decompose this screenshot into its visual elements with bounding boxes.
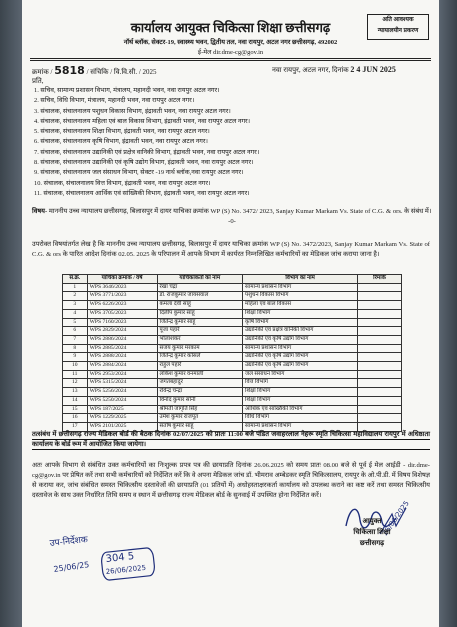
table-cell: उमेश कुमार राजपूत [157,414,243,423]
table-row [63,335,402,344]
table-cell: जल संसाधन विभाग [243,370,358,379]
table-cell [358,327,402,336]
addressee-item: 9. संचालक, संचालनालय जल संसाधन विभाग, सेक्टर -19 नार्थ ब्लॉक,नवा रायपुर अटल नगर। [34,169,244,177]
table-row [63,309,402,318]
addressee-list [34,86,434,199]
table-cell: WPS 2888/2024 [87,353,157,362]
table-cell [358,370,402,379]
table-row [63,301,402,310]
table-cell: WPS 3771/2023 [87,292,157,301]
table-cell [358,309,402,318]
table-cell: 17 [63,422,88,431]
addressee-item: 2. सचिव, विधि विभाग, मंत्रालय, महानदी भवन, नवा रायपुर अटल नगर। [34,97,195,105]
table-cell: विनोद कुमार सोनी [157,396,243,405]
reference-number [32,64,157,77]
table-cell: डॉ. राजकुमार जायसवाल [157,292,243,301]
table-cell: सामान्य प्रशासन विभाग [243,422,358,431]
table-cell: 2 [63,292,88,301]
table-cell: 8 [63,344,88,353]
table-cell [358,344,402,353]
handwritten-receipt-note [40,532,160,592]
table-row [63,283,402,292]
handwritten-date: 25/06/25 [53,560,90,574]
employee-table [62,274,402,432]
paragraph-instructions: अतः आपके विभाग से संबंधित उक्त कर्मचारियों का निःशुल्क प्रपत्र पत्र की छायाप्रति दिनांक 26.06.2025 को समय प्रातः 08.00 बजे से पूर्व ई मेल आईडी - dir.dme-cg@gov.in पर प्रेषित करें तथा सभी कर्मचारियों को निर्देशित करें कि वे अपना मेडिकल जांच डॉ. भीमराव अम्बेडकर स्मृति चिकित्सालय, रायपुर के ओ.पी.डी. में विषय विशेषज्ञ से कराया कर, जांच संबंधित समस्त चिकित्सीय दस्तावेजों की छायाप्रति (01 प्रतियों में) अधोहस्ताक्षरकर्ता कार्यालय को उपलब्ध कराने का कष्ट करें तथा समस्त चिकित्सीय दस्तावेज के साथ उक्त निर्धारित तिथि समय व स्थान में छत्तीसगढ़ राज्य मेडिकल बोर्ड के सुनवाई में उपस्थित होना निर्देशित करें। [32,462,430,499]
header-rule-2 [30,60,431,61]
table-cell: 16 [63,414,88,423]
signatory-state: छत्तीसगढ़ [359,539,385,547]
table-row [63,414,402,423]
table-cell: भोलाशंकर [157,335,243,344]
addressee-item: 4. संचालक, संचालनालय महिला एवं बाल विकास विभाग, इंद्रावती भवन, नवा रायपुर अटल नगर। [34,117,251,125]
table-cell: WPS 2953/2024 [87,370,157,379]
paragraph-meeting: तत्संबंध में छत्तीसगढ़ राज्य मेडिकल बोर्ड की बैठक दिनांक 02/07/2025 को प्रातः 11:00 बजे पंडित जवाहरलाल नेहरू स्मृति चिकित्सा महाविद्यालय रायपुर में अधिष्ठाता कार्यालय के बोर्ड रूम में आयोजित किया जायेगा। [32,431,430,448]
table-cell: पूजा पहारे [157,327,243,336]
table-cell [358,283,402,292]
table-cell [358,362,402,371]
table-row [63,327,402,336]
table-row [63,292,402,301]
receipt-date: 26/06/2025 [105,563,147,576]
paragraph-intro: उपरोक्त विषयांतर्गत लेख है कि माननीय उच्च न्यायालय छत्तीसगढ़, बिलासपुर में दायर याचिका क्रमांक WP (S) No. 3472/2023, Sanjay Kumar Markam Vs. State of C.G. & ors के पारित आदेश दिनांक 02.05. 2025 के परिपालन में आपके विभाग में कार्यरत निम्नलिखित कर्मचारियों का मेडिकल जांच कराया जाना है। [32,241,430,258]
table-cell: उद्यानिकी एवं कृषि उद्योग विभाग [243,362,358,371]
date-stamp: 2 4 JUN 2025 [350,65,396,74]
table-row [63,370,402,379]
table-row [63,362,402,371]
table-cell: 12 [63,379,88,388]
table-cell [358,388,402,397]
addressee-item: 3. संचालक, संचालनालय पशुधन विकास विभाग, इंद्रावती भवन, नवा रायपुर अटल नगर। [34,107,231,115]
addressee-item: 6. संचालक, संचालनालय कृषि विभाग, इंद्रावती भवन, नवा रायपुर अटल नगर। [34,138,208,146]
table-cell: 11 [63,370,88,379]
col-petitioner: याचिकाकर्ता का नाम [157,275,243,284]
table-row [63,396,402,405]
table-cell [358,379,402,388]
table-cell: 3 [63,301,88,310]
table-cell: WPS 5315/2024 [87,379,157,388]
table-cell: 13 [63,388,88,397]
col-department: विभाग का नाम [243,275,358,284]
table-row [63,353,402,362]
header-rule [30,58,431,59]
signature-date: 26/06/2025 [381,499,411,538]
subject-block [32,207,432,227]
table-cell: 6 [63,327,88,336]
table-cell [358,396,402,405]
emphasis-underline [32,439,430,440]
table-cell [358,405,402,414]
table-cell: WPS 5250/2024 [87,396,157,405]
addressee-item: 10. संचालक, संचालनालय वित्त विभाग, इंद्रावती भवन, नवा रायपुर अटल नगर। [34,179,211,187]
addressee-item: 11. संचालक, संचालनालय आर्थिक एवं सांख्यिकी विभाग, इंद्रावती भवन, नवा रायपुर अटल नगर। [34,189,250,197]
ref-suffix: / संचिकि / वि.वि.सी. / 2025 [86,68,157,76]
ref-prefix: क्रमांक / [32,68,53,76]
table-cell [358,301,402,310]
table-cell: 15 [63,405,88,414]
table-cell [358,292,402,301]
table-cell: सामान्य प्रशासन विभाग [243,344,358,353]
table-cell: 9 [63,353,88,362]
addressee-item: 8. संचालक, संचालनालय उद्यानिकी एवं कृषि उद्योग विभाग, इंद्रावती भवन, नवा रायपुर अटल नगर। [34,159,254,167]
subject-marker: -0- [228,218,236,225]
table-body [63,283,402,431]
table-cell: 4 [63,309,88,318]
table-cell: WPS 7160/2023 [87,318,157,327]
table-cell: लोकेश कुमार वनमाली [157,370,243,379]
col-remark: रिमार्क [358,275,402,284]
table-cell: 1 [63,283,88,292]
table-cell: सामान्य प्रशासन विभाग [243,283,358,292]
addressee-item: 1. सचिव, सामान्य प्रशासन विभाग, मंत्रालय, महानदी भवन, नवा रायपुर अटल नगर। [34,87,220,94]
table-cell: पशुधन विकास विभाग [243,292,358,301]
table-cell: 5 [63,318,88,327]
table-cell: रेखा चंद्रा [157,283,243,292]
table-cell: संजय कुमार मरकाम [157,344,243,353]
signatory-dept: चिकित्सा शिक्षा [353,528,391,536]
court-case-label: न्यायालयीन प्रकरण [377,28,419,34]
table-cell: WPS 6226/2023 [87,301,157,310]
table-cell: WPS 3705/2023 [87,309,157,318]
table-cell [358,318,402,327]
table-cell: WPS 2101/2025 [87,422,157,431]
addressee-item: 7. संचालक, संचालनालय उद्यानिकी एवं प्रक्षेत्र वानिकी विभाग, इंद्रावती भवन, नवा रायपुर अटल नगर। [34,148,260,156]
table-row [63,379,402,388]
table-cell: 14 [63,396,88,405]
table-cell [358,414,402,423]
handwritten-note: उप-निर्देशक [49,535,89,549]
table-cell: आर्थिक एवं सांख्यिकी विभाग [243,405,358,414]
table-cell: WPS 2884/2024 [87,362,157,371]
table-cell: 10 [63,362,88,371]
table-cell [358,353,402,362]
table-cell: 7 [63,335,88,344]
table-cell: WPS 1229/2025 [87,414,157,423]
table-cell: WPS 2886/2024 [87,335,157,344]
office-address: नॉर्थ ब्लॉक, सेक्टर-19, स्वास्थ्य भवन, द्वितीय तल, नवा रायपुर, अटल नगर छत्तीसगढ़, 492002 [123,39,338,46]
office-email: ई-मेल dir.dme-cg@gov.in [197,49,264,56]
receipt-code: 304 5 [105,551,135,565]
scan-edge-right [439,0,457,627]
table-cell: WPS 5256/2024 [87,388,157,397]
col-serial: सं.क्र. [63,275,88,284]
document-page [22,0,439,627]
table-cell: शिक्षा विभाग [243,388,358,397]
place-date [272,65,396,75]
table-row [63,318,402,327]
table-cell: जगतबहादुर [157,379,243,388]
table-cell: विधि विभाग [243,414,358,423]
scan-edge-left [0,0,22,627]
table-cell: WPS 2885/2024 [87,344,157,353]
table-cell: जितेन्द्र कुमार साहू [157,318,243,327]
table-row [63,344,402,353]
table-cell: श्रीमती जागृति सिंह [157,405,243,414]
addressee-item: 5. संचालक, संचालनालय शिक्षा विभाग, इंद्रावती भवन, नवा रायपुर अटल नगर। [34,128,210,136]
table-cell: कमला देवी साहू [157,301,243,310]
table-header-row [63,275,402,284]
table-cell [358,335,402,344]
table-cell: जितेन्द्र कुमार कोसले [157,353,243,362]
table-cell: WPS 2829/2024 [87,327,157,336]
table-cell: महिला एवं बाल विकास [243,301,358,310]
emphasis-underline [32,449,430,450]
col-petition: याचिका क्रमांक / वर्ष [87,275,157,284]
place-label: नवा रायपुर, अटल नगर, दिनांक [272,66,349,74]
office-title: कार्यालय आयुक्त चिकित्सा शिक्षा छत्तीसगढ़ [130,20,331,35]
table-cell: शिक्षा विभाग [243,396,358,405]
subject-label: विषय- [32,208,48,215]
table-row [63,405,402,414]
subject-text: माननीय उच्च न्यायालय छत्तीसगढ़, बिलासपुर में दायर याचिका क्रमांक WP (S) No. 3472/ 2023, Sanjay Kumar Markam Vs. State of C.G. & ors. के संबंध में। [48,208,432,215]
table-cell: संतोष कुमार साहू [157,422,243,431]
table-cell: WPS 3646/2023 [87,283,157,292]
table-cell: शिक्षा विभाग [243,309,358,318]
table-cell: दिलीप कुमार साहू [157,309,243,318]
urgent-label: अति आवश्यक [382,17,414,23]
table-cell: कृषि विभाग [243,318,358,327]
table-row [63,388,402,397]
to-label: प्रति, [32,77,44,85]
table-cell: उद्यानिकी एवं कृषि उद्योग विभाग [243,335,358,344]
table-cell: उद्यानिकी एवं कृषि उद्योग विभाग [243,353,358,362]
ref-handwritten-number: 5818 [54,64,85,77]
signatory-title: आयुक्त [362,517,382,525]
table-cell: WPS 187/2025 [87,405,157,414]
table-cell: राहुल पहारे [157,362,243,371]
table-cell: उद्यानिकी एवं प्रक्षेत्र वानिकी विभाग [243,327,358,336]
table-cell: रविन्द्र चन्द्रा [157,388,243,397]
table-cell: वित्त विभाग [243,379,358,388]
signatory-block [322,516,422,549]
